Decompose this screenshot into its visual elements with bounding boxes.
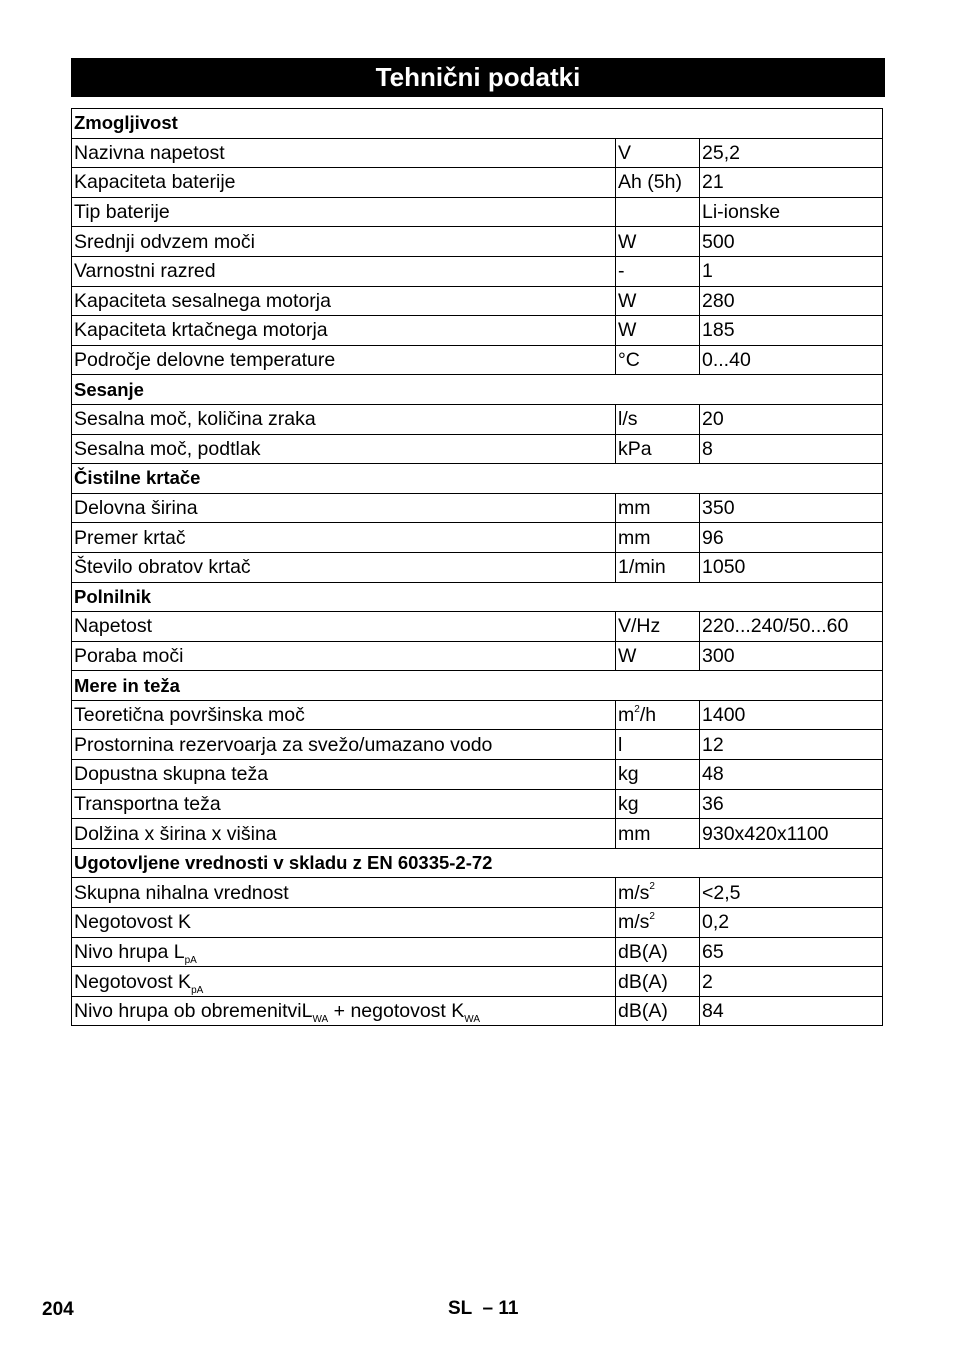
unit-text: mm <box>618 497 651 520</box>
unit-text: m <box>618 704 635 727</box>
section-header-row <box>72 375 883 405</box>
table-row <box>72 937 883 967</box>
parameter-cell <box>72 908 616 938</box>
value-cell: 84 <box>700 996 883 1026</box>
value-cell: 65 <box>700 937 883 967</box>
unit-cell <box>616 760 700 790</box>
value-cell: 8 <box>700 434 883 464</box>
value-cell: 930x420x1100 <box>700 819 883 849</box>
parameter-cell <box>72 641 616 671</box>
table-row <box>72 730 883 760</box>
value-cell: 2 <box>700 967 883 997</box>
table-row <box>72 612 883 642</box>
unit-cell <box>616 168 700 198</box>
unit-text: W <box>618 319 637 342</box>
value-cell: 220...240/50...60 <box>700 612 883 642</box>
parameter-cell <box>72 552 616 582</box>
table-row <box>72 967 883 997</box>
parameter-subscript: WA <box>464 1014 481 1025</box>
unit-superscript: 2 <box>634 703 640 715</box>
unit-cell <box>616 937 700 967</box>
unit-cell <box>616 789 700 819</box>
section-header-row <box>72 582 883 612</box>
section-heading: Polnilnik <box>72 582 883 612</box>
page-title: Tehnični podatki <box>71 58 885 97</box>
parameter-cell <box>72 434 616 464</box>
value-cell: 25,2 <box>700 138 883 168</box>
page-code: SL – 11 <box>448 1298 519 1319</box>
unit-cell <box>616 523 700 553</box>
table-row <box>72 819 883 849</box>
value-cell: 20 <box>700 404 883 434</box>
value-cell: 36 <box>700 789 883 819</box>
unit-tail: /h <box>639 704 657 727</box>
value-cell: <2,5 <box>700 878 883 908</box>
unit-cell <box>616 908 700 938</box>
unit-text: Ah (5h) <box>618 171 682 194</box>
table-row <box>72 404 883 434</box>
parameter-cell <box>72 523 616 553</box>
parameter-cell <box>72 345 616 375</box>
unit-text: V/Hz <box>618 615 661 638</box>
unit-text: °C <box>618 349 640 372</box>
unit-cell <box>616 612 700 642</box>
section-header-row <box>72 464 883 494</box>
table-row <box>72 878 883 908</box>
section-heading: Čistilne krtače <box>72 464 883 494</box>
unit-cell <box>616 819 700 849</box>
parameter-cell <box>72 789 616 819</box>
table-row <box>72 227 883 257</box>
parameter-label: Nivo hrupa L <box>74 940 185 963</box>
unit-superscript: 2 <box>649 881 655 893</box>
page-number: 204 <box>42 1299 74 1320</box>
unit-cell <box>616 316 700 346</box>
parameter-cell <box>72 197 616 227</box>
value-cell: 21 <box>700 168 883 198</box>
section-heading: Zmogljivost <box>72 109 883 139</box>
value-cell: 1050 <box>700 552 883 582</box>
unit-cell <box>616 878 700 908</box>
parameter-label: Varnostni razred <box>74 260 216 283</box>
unit-cell <box>616 552 700 582</box>
table-row <box>72 552 883 582</box>
parameter-cell <box>72 937 616 967</box>
unit-text: V <box>618 141 632 164</box>
parameter-label: Število obratov krtač <box>74 556 251 579</box>
value-cell: 12 <box>700 730 883 760</box>
parameter-cell <box>72 700 616 730</box>
value-cell: Li-ionske <box>700 197 883 227</box>
parameter-label: Področje delovne temperature <box>74 349 336 372</box>
parameter-cell <box>72 138 616 168</box>
parameter-cell <box>72 819 616 849</box>
unit-cell <box>616 434 700 464</box>
unit-cell <box>616 256 700 286</box>
unit-text: dB(A) <box>618 940 668 963</box>
parameter-label: Tip baterije <box>74 201 170 224</box>
unit-text: dB(A) <box>618 970 668 993</box>
unit-text: l <box>618 733 623 756</box>
value-cell: 0...40 <box>700 345 883 375</box>
unit-cell <box>616 227 700 257</box>
parameter-label: Kapaciteta krtačnega motorja <box>74 319 328 342</box>
table-row <box>72 760 883 790</box>
parameter-label: Delovna širina <box>74 497 198 520</box>
parameter-label: Kapaciteta sesalnega motorja <box>74 289 331 312</box>
unit-cell <box>616 286 700 316</box>
table-row <box>72 197 883 227</box>
parameter-label: Prostornina rezervoarja za svežo/umazano vodo <box>74 733 493 756</box>
table-row <box>72 138 883 168</box>
table-row <box>72 789 883 819</box>
table-row <box>72 345 883 375</box>
table-row <box>72 256 883 286</box>
parameter-label: Nivo hrupa ob obremenitviL <box>74 1000 313 1023</box>
value-cell: 1400 <box>700 700 883 730</box>
unit-cell <box>616 641 700 671</box>
parameter-cell <box>72 996 616 1026</box>
parameter-cell <box>72 612 616 642</box>
value-cell: 500 <box>700 227 883 257</box>
unit-text: m/s <box>618 881 650 904</box>
unit-cell <box>616 996 700 1026</box>
table-row <box>72 434 883 464</box>
parameter-cell <box>72 256 616 286</box>
parameter-cell <box>72 878 616 908</box>
unit-cell <box>616 700 700 730</box>
unit-text: W <box>618 644 637 667</box>
parameter-cell <box>72 286 616 316</box>
section-heading: Ugotovljene vrednosti v skladu z EN 60335-2-72 <box>72 848 883 878</box>
parameter-subscript: WA <box>312 1014 329 1025</box>
parameter-label-tail: + negotovost K <box>328 1000 465 1023</box>
parameter-label: Srednji odvzem moči <box>74 230 255 253</box>
unit-cell <box>616 404 700 434</box>
parameter-cell <box>72 316 616 346</box>
unit-cell <box>616 967 700 997</box>
table-row <box>72 168 883 198</box>
table-row <box>72 493 883 523</box>
unit-text: - <box>618 260 625 283</box>
parameter-label: Transportna teža <box>74 792 221 815</box>
parameter-label: Skupna nihalna vrednost <box>74 881 289 904</box>
parameter-label: Sesalna moč, količina zraka <box>74 408 316 431</box>
parameter-label: Kapaciteta baterije <box>74 171 236 194</box>
section-header-row <box>72 671 883 701</box>
value-cell: 300 <box>700 641 883 671</box>
table-row <box>72 316 883 346</box>
table-row <box>72 641 883 671</box>
unit-text: 1/min <box>618 556 666 579</box>
parameter-label: Sesalna moč, podtlak <box>74 437 261 460</box>
table-row <box>72 908 883 938</box>
parameter-label: Dolžina x širina x višina <box>74 822 277 845</box>
parameter-cell <box>72 493 616 523</box>
value-cell: 1 <box>700 256 883 286</box>
parameter-cell <box>72 730 616 760</box>
unit-text: mm <box>618 526 651 549</box>
value-cell: 280 <box>700 286 883 316</box>
section-heading: Sesanje <box>72 375 883 405</box>
parameter-cell <box>72 404 616 434</box>
parameter-subscript: pA <box>184 954 197 966</box>
table-row <box>72 996 883 1026</box>
unit-cell <box>616 138 700 168</box>
section-header-row <box>72 109 883 139</box>
section-heading: Mere in teža <box>72 671 883 701</box>
unit-text: W <box>618 289 637 312</box>
unit-text: kPa <box>618 437 652 460</box>
parameter-label: Napetost <box>74 615 153 638</box>
unit-text: l/s <box>618 408 638 431</box>
value-cell: 185 <box>700 316 883 346</box>
parameter-cell <box>72 168 616 198</box>
unit-cell <box>616 730 700 760</box>
unit-text: kg <box>618 763 639 786</box>
unit-text: dB(A) <box>618 1000 668 1023</box>
value-cell: 96 <box>700 523 883 553</box>
technical-data-table <box>71 108 883 1026</box>
value-cell: 0,2 <box>700 908 883 938</box>
parameter-cell <box>72 227 616 257</box>
unit-cell <box>616 493 700 523</box>
parameter-label: Nazivna napetost <box>74 141 225 164</box>
value-cell: 350 <box>700 493 883 523</box>
unit-text: mm <box>618 822 651 845</box>
parameter-label: Teoretična površinska moč <box>74 704 305 727</box>
unit-text: m/s <box>618 911 650 934</box>
unit-cell <box>616 197 700 227</box>
technical-data-body <box>72 109 883 1026</box>
parameter-label: Negotovost K <box>74 970 192 993</box>
parameter-cell <box>72 760 616 790</box>
table-row <box>72 523 883 553</box>
parameter-label: Negotovost K <box>74 911 192 934</box>
section-header-row <box>72 848 883 878</box>
value-cell: 48 <box>700 760 883 790</box>
unit-text: W <box>618 230 637 253</box>
unit-cell <box>616 345 700 375</box>
parameter-label: Dopustna skupna teža <box>74 763 269 786</box>
unit-text: kg <box>618 792 639 815</box>
parameter-subscript: pA <box>191 984 204 996</box>
table-row <box>72 700 883 730</box>
parameter-cell <box>72 967 616 997</box>
parameter-label: Premer krtač <box>74 526 186 549</box>
unit-superscript: 2 <box>649 910 655 922</box>
table-row <box>72 286 883 316</box>
parameter-label: Poraba moči <box>74 644 184 667</box>
